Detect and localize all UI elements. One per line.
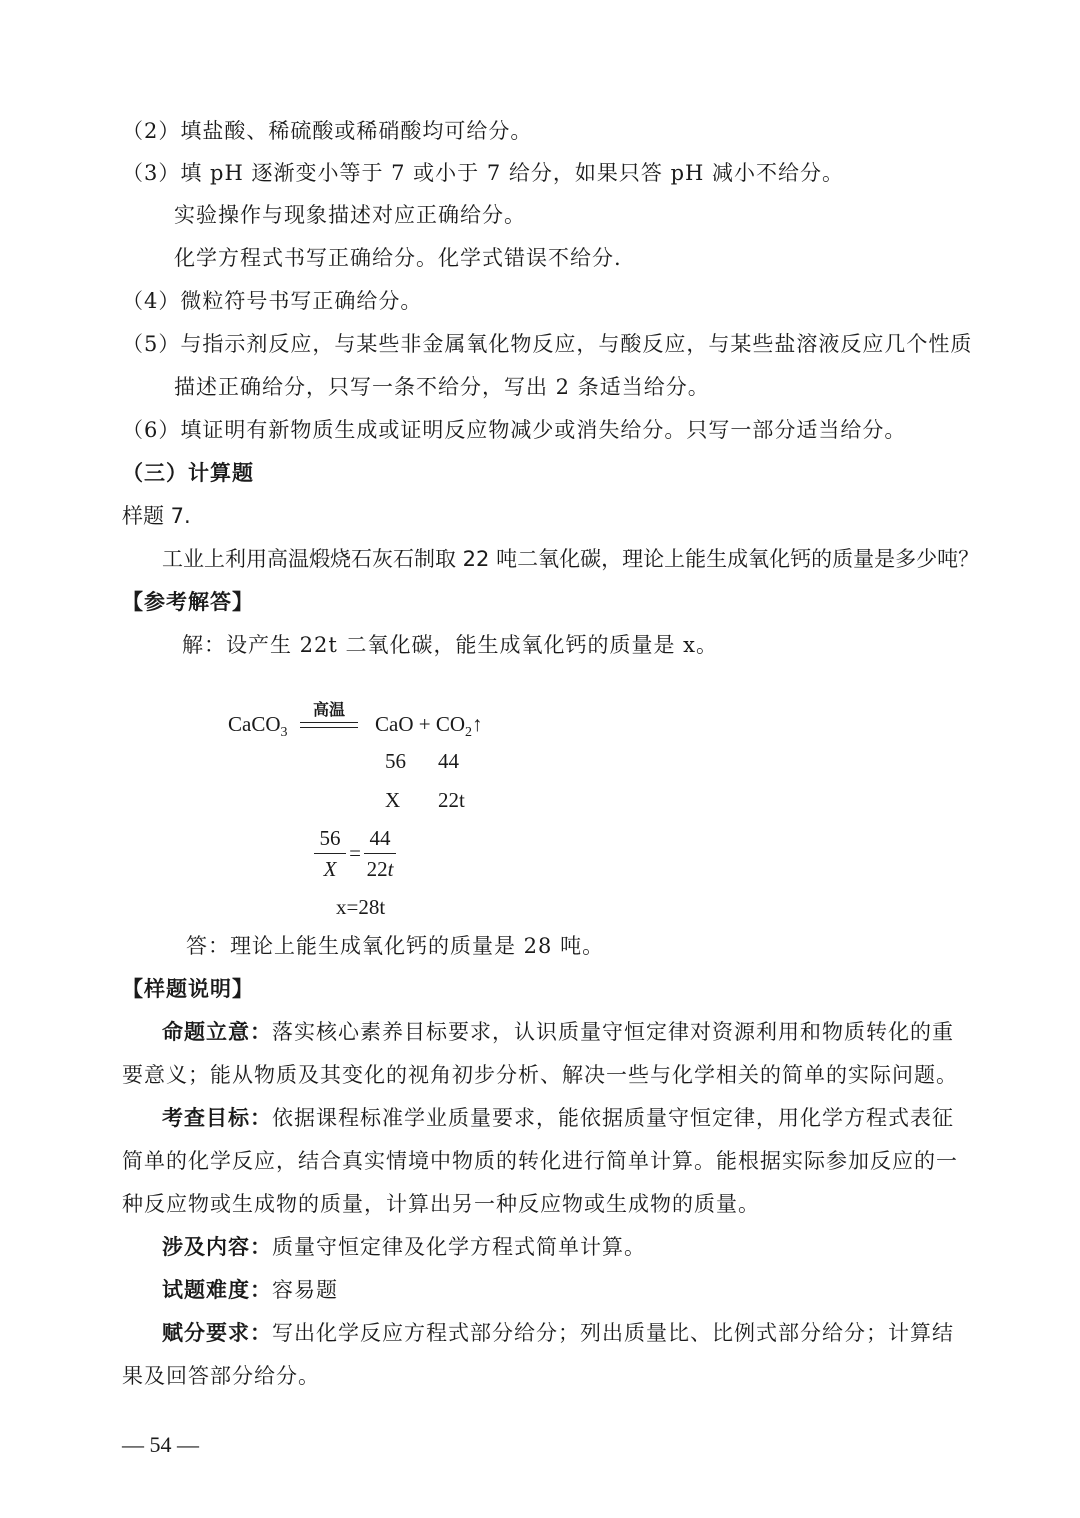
explanation-heading: 【样题说明】 [122,977,254,1001]
grading-line-5a: 描述正确给分，只写一条不给分，写出 2 条适当给分。 [174,375,710,399]
difficulty-label: 试题难度： [162,1277,272,1302]
ratio-right-denominator: 22t [366,857,394,881]
equation-reactant: CaCO$_3$ [228,712,288,740]
question-text: 工业上利用高温煅烧石灰石制取 22 吨二氧化碳，理论上能生成氧化钙的质量是多少吨？ [162,547,980,571]
score-line-2: 果及回答部分给分。 [122,1364,320,1388]
grading-line-3a: 实验操作与现象描述对应正确给分。 [174,203,526,227]
ratio-equals: = [349,841,361,865]
unknown-x: X [385,788,401,812]
grading-line-6: （6）填证明有新物质生成或证明反应物减少或消失给分。只写一部分适当给分。 [122,418,907,442]
known-mass: 22t [438,788,465,812]
target-line-2: 简单的化学反应，结合真实情境中物质的转化进行简单计算。能根据实际参加反应的一 [122,1149,958,1173]
target-label: 考查目标： [162,1105,272,1130]
score-label: 赋分要求： [162,1320,272,1345]
target-line-1: 考查目标：依据课程标准学业质量要求，能依据质量守恒定律，用化学方程式表征 [162,1105,954,1130]
equation-product: CaO + $CO_2↑$ [375,712,483,740]
answer-text: 答：理论上能生成氧化钙的质量是 28 吨。 [186,934,605,958]
reference-answer-heading: 【参考解答】 [122,590,254,614]
mass-ratio-caco3: 56 [385,749,406,773]
score-line-1: 赋分要求：写出化学反应方程式部分给分；列出质量比、比例式部分给分；计算结 [162,1320,954,1345]
mass-ratio-co2: 44 [438,749,459,773]
ratio-right-numerator: 44 [369,826,391,850]
sample-title: 样题 7. [122,504,191,528]
intent-line-1: 命题立意：落实核心素养目标要求，认识质量守恒定律对资源利用和物质转化的重 [162,1019,954,1044]
grading-line-4: （4）微粒符号书写正确给分。 [122,289,423,313]
condition-bar-bottom [300,727,358,728]
solution-intro: 解：设产生 22t 二氧化碳，能生成氧化钙的质量是 x。 [182,633,719,657]
difficulty-line: 试题难度：容易题 [162,1277,338,1302]
intent-line-2: 要意义；能从物质及其变化的视角初步分析、解决一些与化学相关的简单的实际问题。 [122,1063,958,1087]
intent-label: 命题立意： [162,1019,272,1044]
result: x=28t [336,895,386,919]
ratio-left-denominator: X [323,857,337,881]
grading-line-2: （2）填盐酸、稀硫酸或稀硝酸均可给分。 [122,119,533,143]
grading-line-3: （3）填 pH 逐渐变小等于 7 或小于 7 给分，如果只答 pH 减小不给分。 [122,161,844,185]
page-number: — 54 — [122,1432,199,1457]
condition-bar-top [300,722,358,723]
content-line: 涉及内容：质量守恒定律及化学方程式简单计算。 [162,1234,646,1259]
ratio-left-numerator: 56 [319,826,341,850]
section-title: （三）计算题 [122,461,254,485]
ratio-right-bar [364,853,396,854]
ratio-left-bar [314,853,346,854]
grading-line-5: （5）与指示剂反应，与某些非金属氧化物反应，与酸反应，与某些盐溶液反应几个性质 [122,332,973,356]
target-line-3: 种反应物或生成物的质量，计算出另一种反应物或生成物的质量。 [122,1192,760,1216]
grading-line-3b: 化学方程式书写正确给分。化学式错误不给分. [174,246,622,270]
content-label: 涉及内容： [162,1234,272,1259]
condition-label: 高温 [312,700,345,719]
reaction-condition [300,700,358,740]
